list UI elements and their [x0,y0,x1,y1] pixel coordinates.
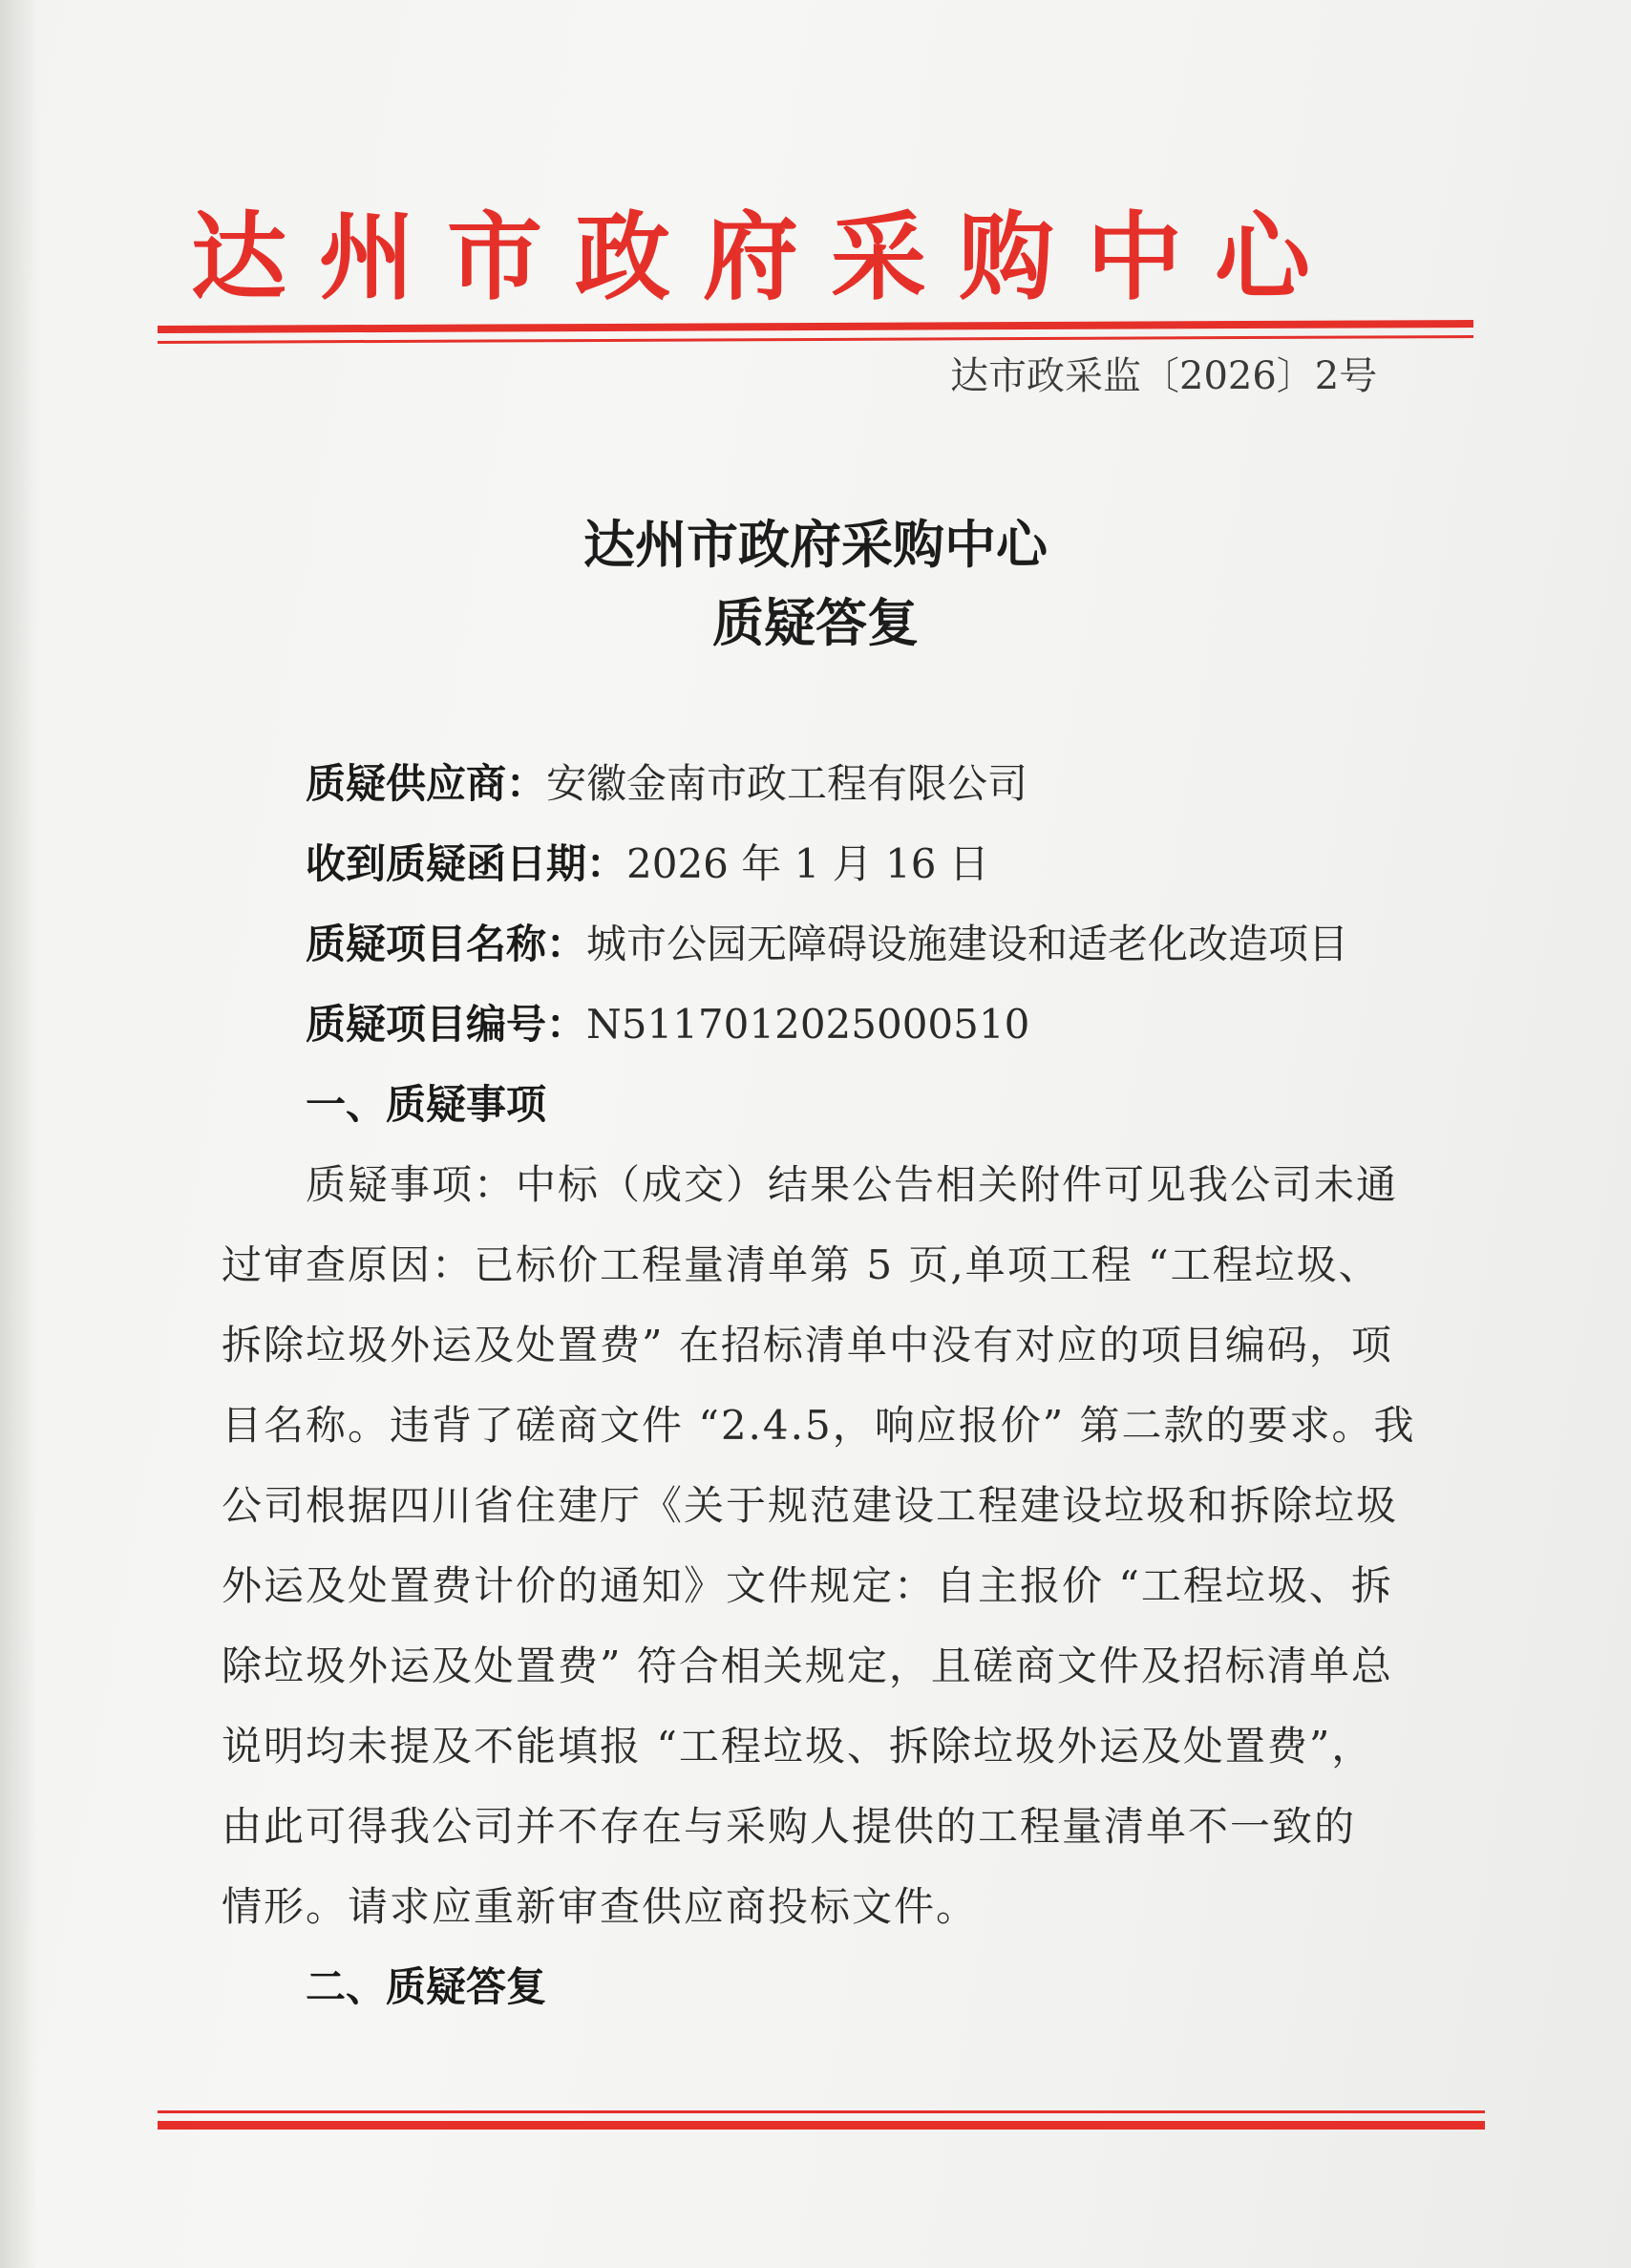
field-received-date-value: 2026 年 1 月 16 日 [626,840,989,887]
paragraph-line: 由此可得我公司并不存在与采购人提供的工程量清单不一致的 [222,1803,1357,1850]
paragraph-line: 质疑事项：中标（成交）结果公告相关附件可见我公司未通 [306,1161,1399,1208]
paragraph-line: 拆除垃圾外运及处置费” 在招标清单中没有对应的项目编码，项 [222,1322,1393,1368]
paragraph-line: 外运及处置费计价的通知》文件规定：自主报价 “工程垃圾、拆 [222,1562,1393,1609]
field-supplier [306,752,1027,810]
paragraph-line: 情形。请求应重新审查供应商投标文件。 [222,1883,979,1930]
field-supplier-label: 质疑供应商： [306,760,547,807]
paragraph-line: 除垃圾外运及处置费” 符合相关规定，且磋商文件及招标清单总 [222,1643,1393,1689]
field-project-number-label: 质疑项目编号： [306,1001,587,1048]
field-received-date-label: 收到质疑函日期： [306,840,627,887]
section-heading-objection-matters: 一、质疑事项 [306,1081,547,1128]
field-received-date [306,833,989,890]
field-project-name-value: 城市公园无障碍设施建设和适老化改造项目 [586,921,1349,967]
letterhead-red-rule-thin [158,335,1473,344]
letterhead-agency-name: 达州市政府采购中心 [191,201,1343,313]
field-supplier-value: 安徽金南市政工程有限公司 [546,760,1028,807]
footer-red-rule-thick [158,2121,1485,2130]
paragraph-line: 目名称。违背了磋商文件 “2.4.5，响应报价” 第二款的要求。我 [222,1402,1416,1449]
field-project-number-value: N5117012025000510 [586,1001,1030,1048]
page-edge-shadow [0,0,38,2268]
document-title-line-2: 质疑答复 [712,592,919,653]
field-project-number [306,993,1029,1050]
footer-red-rule-thin [158,2110,1485,2113]
section-heading-objection-reply: 二、质疑答复 [306,1963,547,2010]
paragraph-line: 说明均未提及不能填报 “工程垃圾、拆除垃圾外运及处置费”， [222,1723,1374,1770]
field-project-name-label: 质疑项目名称： [306,921,587,967]
field-project-name [306,913,1348,970]
document-title-line-1: 达州市政府采购中心 [583,514,1048,575]
paragraph-line: 过审查原因：已标价工程量清单第 5 页,单项工程 “工程垃圾、 [222,1241,1381,1288]
paragraph-line: 公司根据四川省住建厅《关于规范建设工程建设垃圾和拆除垃圾 [222,1482,1399,1529]
document-number: 达市政采监〔2026〕2号 [950,354,1378,398]
